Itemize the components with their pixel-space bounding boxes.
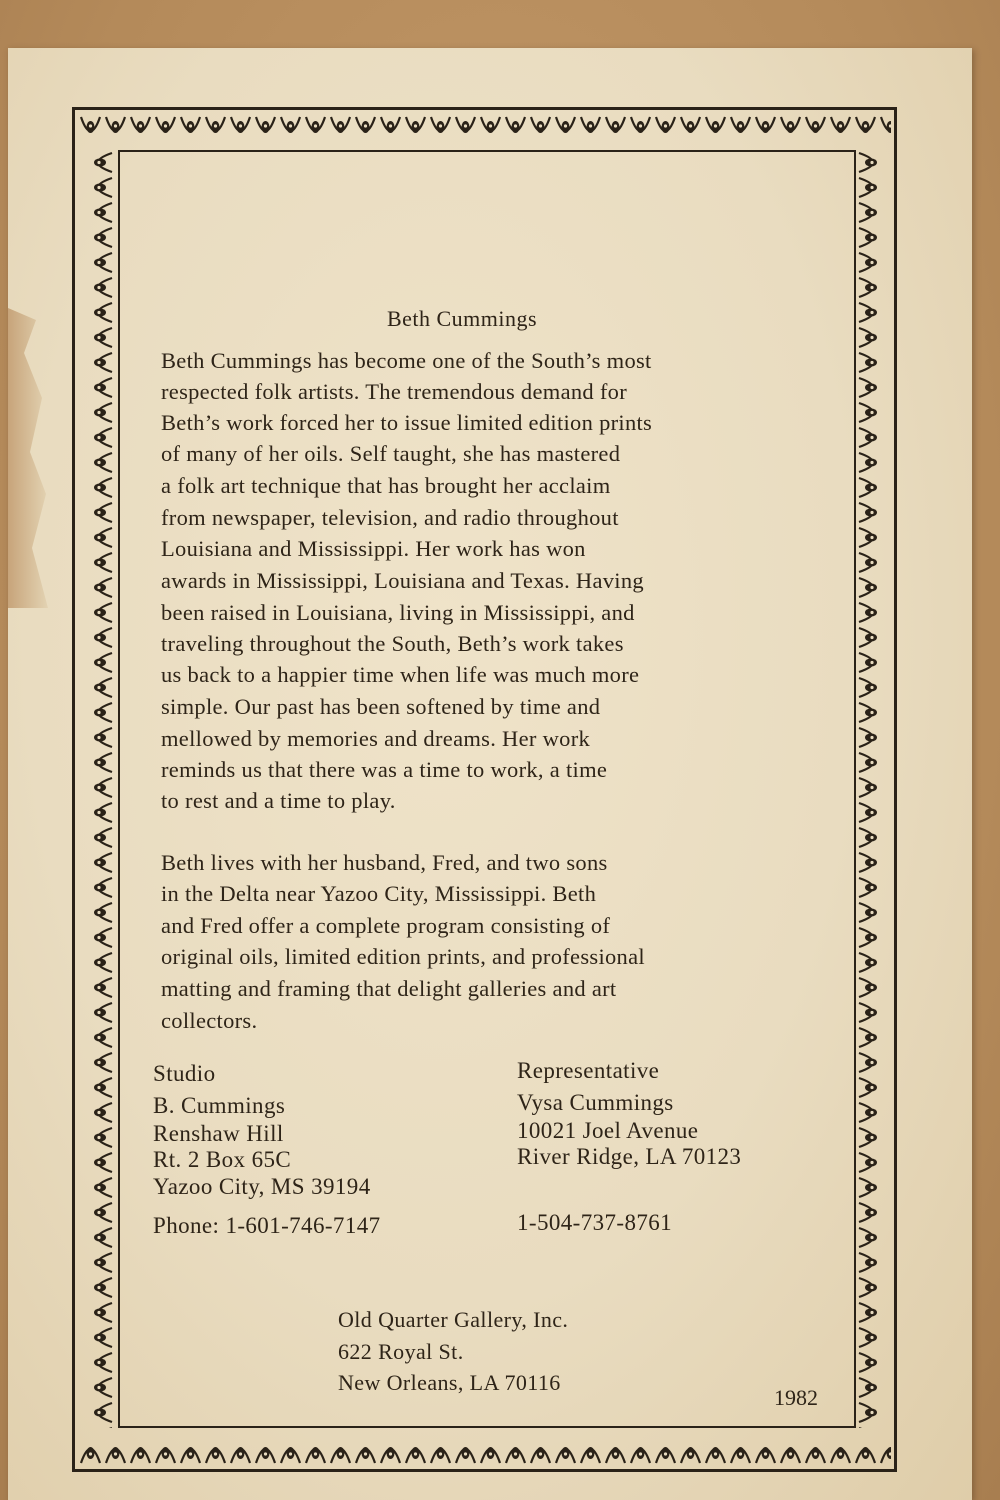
bio-line: original oils, limited edition prints, and professional: [161, 944, 645, 969]
representative-phone: 1-504-737-8761: [517, 1210, 673, 1235]
gallery-address: 622 Royal St.: [338, 1339, 464, 1364]
bio-line: been raised in Louisiana, living in Mississippi, and: [161, 600, 635, 625]
bio-line: reminds us that there was a time to work, a time: [161, 757, 608, 782]
gallery-name: Old Quarter Gallery, Inc.: [338, 1307, 569, 1332]
bio-line: Beth Cummings has become one of the South’s most: [161, 348, 652, 373]
studio-line: B. Cummings: [153, 1093, 286, 1118]
representative-heading: Representative: [517, 1058, 660, 1083]
year-label: 1982: [774, 1385, 818, 1410]
representative-line: Vysa Cummings: [517, 1090, 674, 1115]
representative-line: River Ridge, LA 70123: [517, 1144, 742, 1169]
bio-line: Beth’s work forced her to issue limited edition prints: [161, 410, 653, 435]
bio-line: collectors.: [161, 1008, 258, 1033]
ornament-right: [857, 150, 891, 1428]
bio-line: from newspaper, television, and radio throughout: [161, 505, 619, 530]
studio-line: Renshaw Hill: [153, 1121, 284, 1146]
heading-artist-name: Beth Cummings: [386, 306, 538, 331]
bio-line: of many of her oils. Self taught, she has mastered: [161, 441, 621, 466]
studio-heading: Studio: [153, 1061, 216, 1086]
bio-line: awards in Mississippi, Louisiana and Texas. Having: [161, 568, 644, 593]
studio-phone: Phone: 1-601-746-7147: [153, 1213, 381, 1238]
bio-line: simple. Our past has been softened by time and: [161, 694, 601, 719]
ornament-left: [78, 150, 116, 1428]
bio-line: Beth lives with her husband, Fred, and two sons: [161, 850, 608, 875]
bio-line: and Fred offer a complete program consisting of: [161, 913, 611, 938]
bio-line: respected folk artists. The tremendous demand for: [161, 379, 628, 404]
studio-line: Rt. 2 Box 65C: [153, 1147, 292, 1172]
bio-line: traveling throughout the South, Beth’s work takes: [161, 631, 624, 656]
bio-line: Louisiana and Mississippi. Her work has won: [161, 536, 586, 561]
bio-line: us back to a happier time when life was much more: [161, 662, 640, 687]
bio-line: to rest and a time to play.: [161, 788, 396, 813]
representative-line: 10021 Joel Avenue: [517, 1118, 699, 1143]
bio-line: in the Delta near Yazoo City, Mississippi. Beth: [161, 881, 597, 906]
bio-line: a folk art technique that has brought her acclaim: [161, 473, 611, 498]
gallery-city: New Orleans, LA 70116: [338, 1370, 561, 1395]
ornament-bottom: [78, 1431, 891, 1467]
torn-edge: [8, 308, 48, 608]
bio-line: matting and framing that delight galleries and art: [161, 976, 617, 1001]
bio-line: mellowed by memories and dreams. Her work: [161, 726, 591, 751]
ornament-top: [78, 113, 891, 147]
studio-line: Yazoo City, MS 39194: [153, 1174, 371, 1199]
